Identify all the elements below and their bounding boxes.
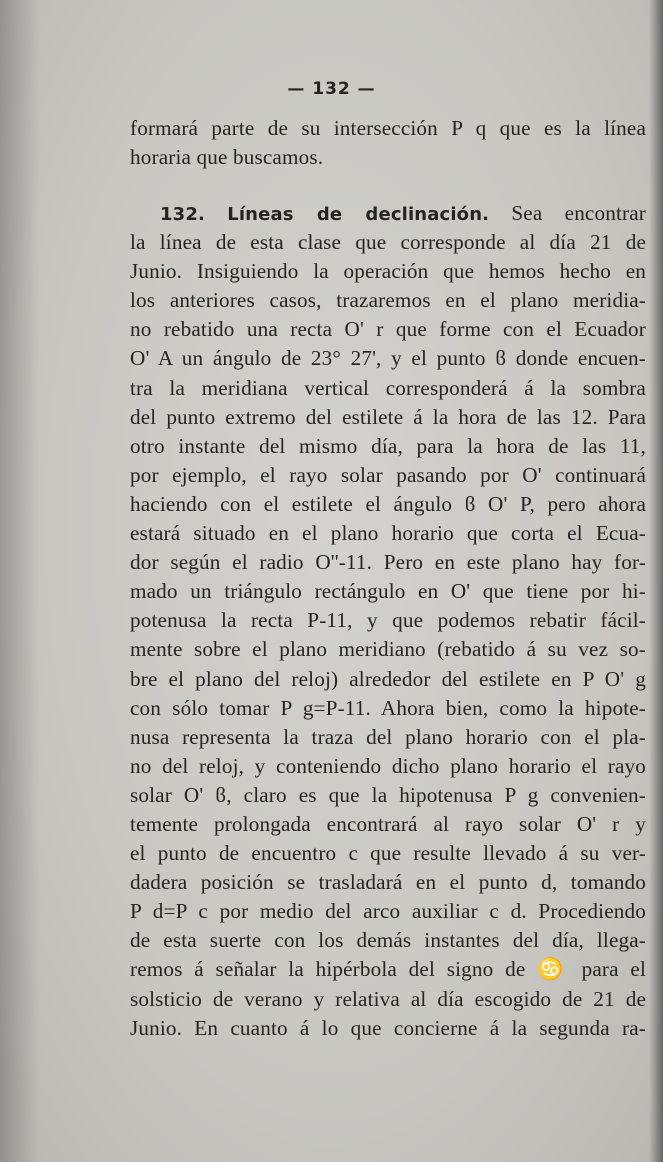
- text-line: del punto extremo del estilete á la hora de las 12. Para: [130, 404, 646, 429]
- page-number: — 132 —: [287, 79, 376, 99]
- text-line: por ejemplo, el rayo solar pasando por O' continuará: [130, 462, 646, 487]
- section-first-line-rest: Sea encontrar: [511, 201, 646, 225]
- section-paragraph: [130, 199, 646, 1043]
- text-line: no del reloj, y conteniendo dicho plano horario el rayo: [130, 753, 646, 778]
- text-line: solar O' ϐ, claro es que la hipotenusa P g convenien-: [130, 782, 646, 807]
- text-line: nusa representa la traza del plano horario con el pla-: [130, 724, 646, 749]
- text-line: el punto de encuentro c que resulte llevado á su ver-: [130, 841, 646, 866]
- section-number: 132.: [160, 204, 206, 225]
- section-heading-line: [130, 199, 646, 228]
- text-line: mente sobre el plano meridiano (rebatido á su vez so-: [130, 637, 646, 662]
- text-line: formará parte de su intersección P q que es la línea: [130, 116, 646, 140]
- text-line: bre el plano del reloj) alrededor del estilete en P O' g: [130, 666, 646, 691]
- text-line: temente prolongada encontrará al rayo solar O' r y: [130, 811, 646, 836]
- text-line: de esta suerte con los demás instantes del día, llega-: [130, 928, 646, 953]
- text-line: Junio. Insiguiendo la operación que hemos hecho en: [130, 259, 646, 284]
- text-line: no rebatido una recta O' r que forme con el Ecuador: [130, 317, 646, 342]
- text-line: otro instante del mismo día, para la hora de las 11,: [130, 433, 646, 458]
- text-line: dor según el radio O''-11. Pero en este plano hay for-: [130, 550, 646, 575]
- text-line: horaria que buscamos.: [130, 145, 324, 170]
- text-line: solsticio de verano y relativa al día escogido de 21 de: [130, 986, 646, 1011]
- section-title: Líneas de declinación.: [227, 204, 490, 225]
- text-line: la línea de esta clase que corresponde al día 21 de: [130, 230, 646, 255]
- text-line: haciendo con el estilete el ángulo ϐ O' P, pero ahora: [130, 491, 646, 516]
- intro-paragraph: [130, 114, 646, 172]
- text-line: mado un triángulo rectángulo en O' que tiene por hi-: [130, 579, 646, 604]
- text-line: tra la meridiana vertical corresponderá á la sombra: [130, 375, 646, 400]
- text-line: estará situado en el plano horario que corta el Ecua-: [130, 521, 646, 546]
- text-line: potenusa la recta P-11, y que podemos rebatir fácil-: [130, 608, 646, 633]
- text-line: O' A un ángulo de 23° 27', y el punto ϐ donde encuen-: [130, 346, 646, 371]
- text-line: remos á señalar la hipérbola del signo de ♋ para el: [130, 957, 646, 982]
- text-line: P d=P c por medio del arco auxiliar c d. Procediendo: [130, 899, 646, 924]
- text-line: los anteriores casos, trazaremos en el plano meridia-: [130, 288, 646, 313]
- text-line: dadera posición se trasladará en el punto d, tomando: [130, 870, 646, 895]
- text-line: Junio. En cuanto á lo que concierne á la segunda ra-: [130, 1015, 646, 1040]
- text-line: con sólo tomar P g=P-11. Ahora bien, como la hipote-: [130, 695, 646, 720]
